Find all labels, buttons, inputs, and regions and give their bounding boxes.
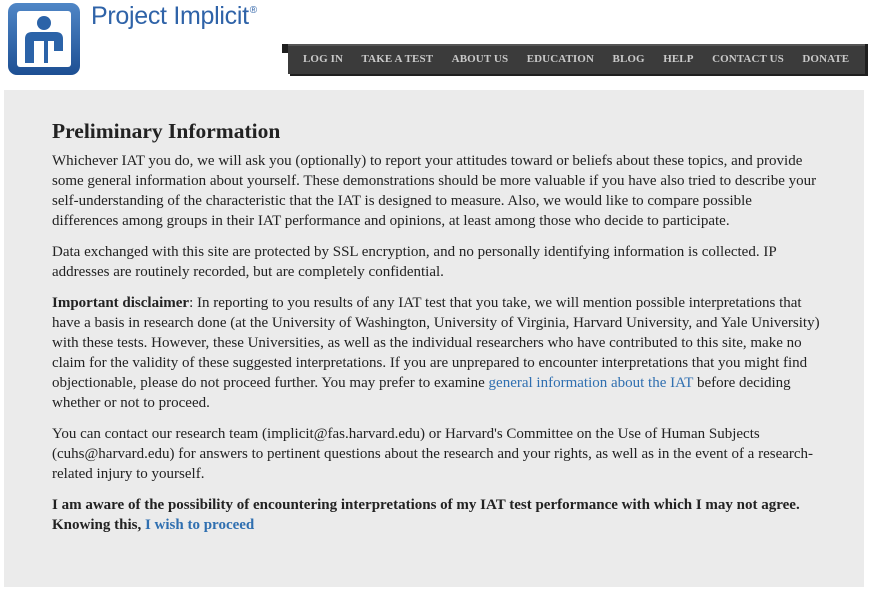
nav-blog[interactable]: BLOG: [612, 53, 645, 65]
disclaimer-heading: Important disclaimer: [52, 295, 190, 311]
consent-text: I am aware of the possibility of encountering interpretations of my IAT test performance with which I may not agree. Knowing this,: [52, 497, 800, 533]
nav-about-us[interactable]: ABOUT US: [451, 53, 509, 65]
preliminary-info-content: [52, 118, 822, 546]
intro-paragraph: Whichever IAT you do, we will ask you (optionally) to report your attitudes toward or beliefs about these topics, and provide some general information about yourself. These demonstrations should be more valuable if you have also tried to describe your self-understanding of the characteristic that the IAT is designed to measure. Also, we would like to compare possible differences among groups in their IAT performance and opinions, at least among those who decide to participate.: [52, 153, 817, 229]
disclaimer-text: : In reporting to you results of any IAT test that you take, we will mention possible interpretations that have a basis in research done (at the University of Washington, University of Virginia, Harvard University, and Yale University) with these tests. However, these Universities, as well as the individual researchers who have contributed to this site, make no claim for the validity of these suggested interpretations. If you are unprepared to encounter interpretations that you might find objectionable, please do not proceed further. You may prefer to examine: [52, 295, 820, 391]
general-info-iat-link[interactable]: general information about the IAT: [488, 375, 694, 391]
proceed-link[interactable]: I wish to proceed: [144, 517, 255, 533]
page-title: Preliminary Information: [52, 119, 281, 143]
content-panel: [4, 90, 864, 587]
brand-title[interactable]: [91, 2, 257, 31]
registered-mark: ®: [249, 5, 257, 16]
disclaimer-paragraph: [52, 293, 822, 413]
main-navigation: [282, 44, 868, 76]
brand-name: Project Implicit: [91, 2, 249, 30]
nav-take-a-test[interactable]: TAKE A TEST: [361, 53, 434, 65]
nav-education[interactable]: EDUCATION: [526, 53, 595, 65]
nav-donate[interactable]: DONATE: [802, 53, 850, 65]
nav-log-in[interactable]: LOG IN: [303, 53, 344, 65]
project-implicit-logo-icon[interactable]: [8, 3, 80, 75]
disclaimer-tail: before deciding whether or not to proceed.: [52, 375, 791, 411]
consent-paragraph: [52, 495, 822, 535]
privacy-paragraph: Data exchanged with this site are protected by SSL encryption, and no personally identifying information is collected. IP addresses are routinely recorded, but are completely confidential.: [52, 244, 777, 280]
contact-paragraph: You can contact our research team (implicit@fas.harvard.edu) or Harvard's Committee on the Use of Human Subjects (cuhs@harvard.edu) for answers to pertinent questions about the research and your rights, as well as in the event of a research-related injury to yourself.: [52, 426, 814, 482]
nav-contact-us[interactable]: CONTACT US: [712, 53, 784, 65]
nav-help[interactable]: HELP: [663, 53, 694, 65]
